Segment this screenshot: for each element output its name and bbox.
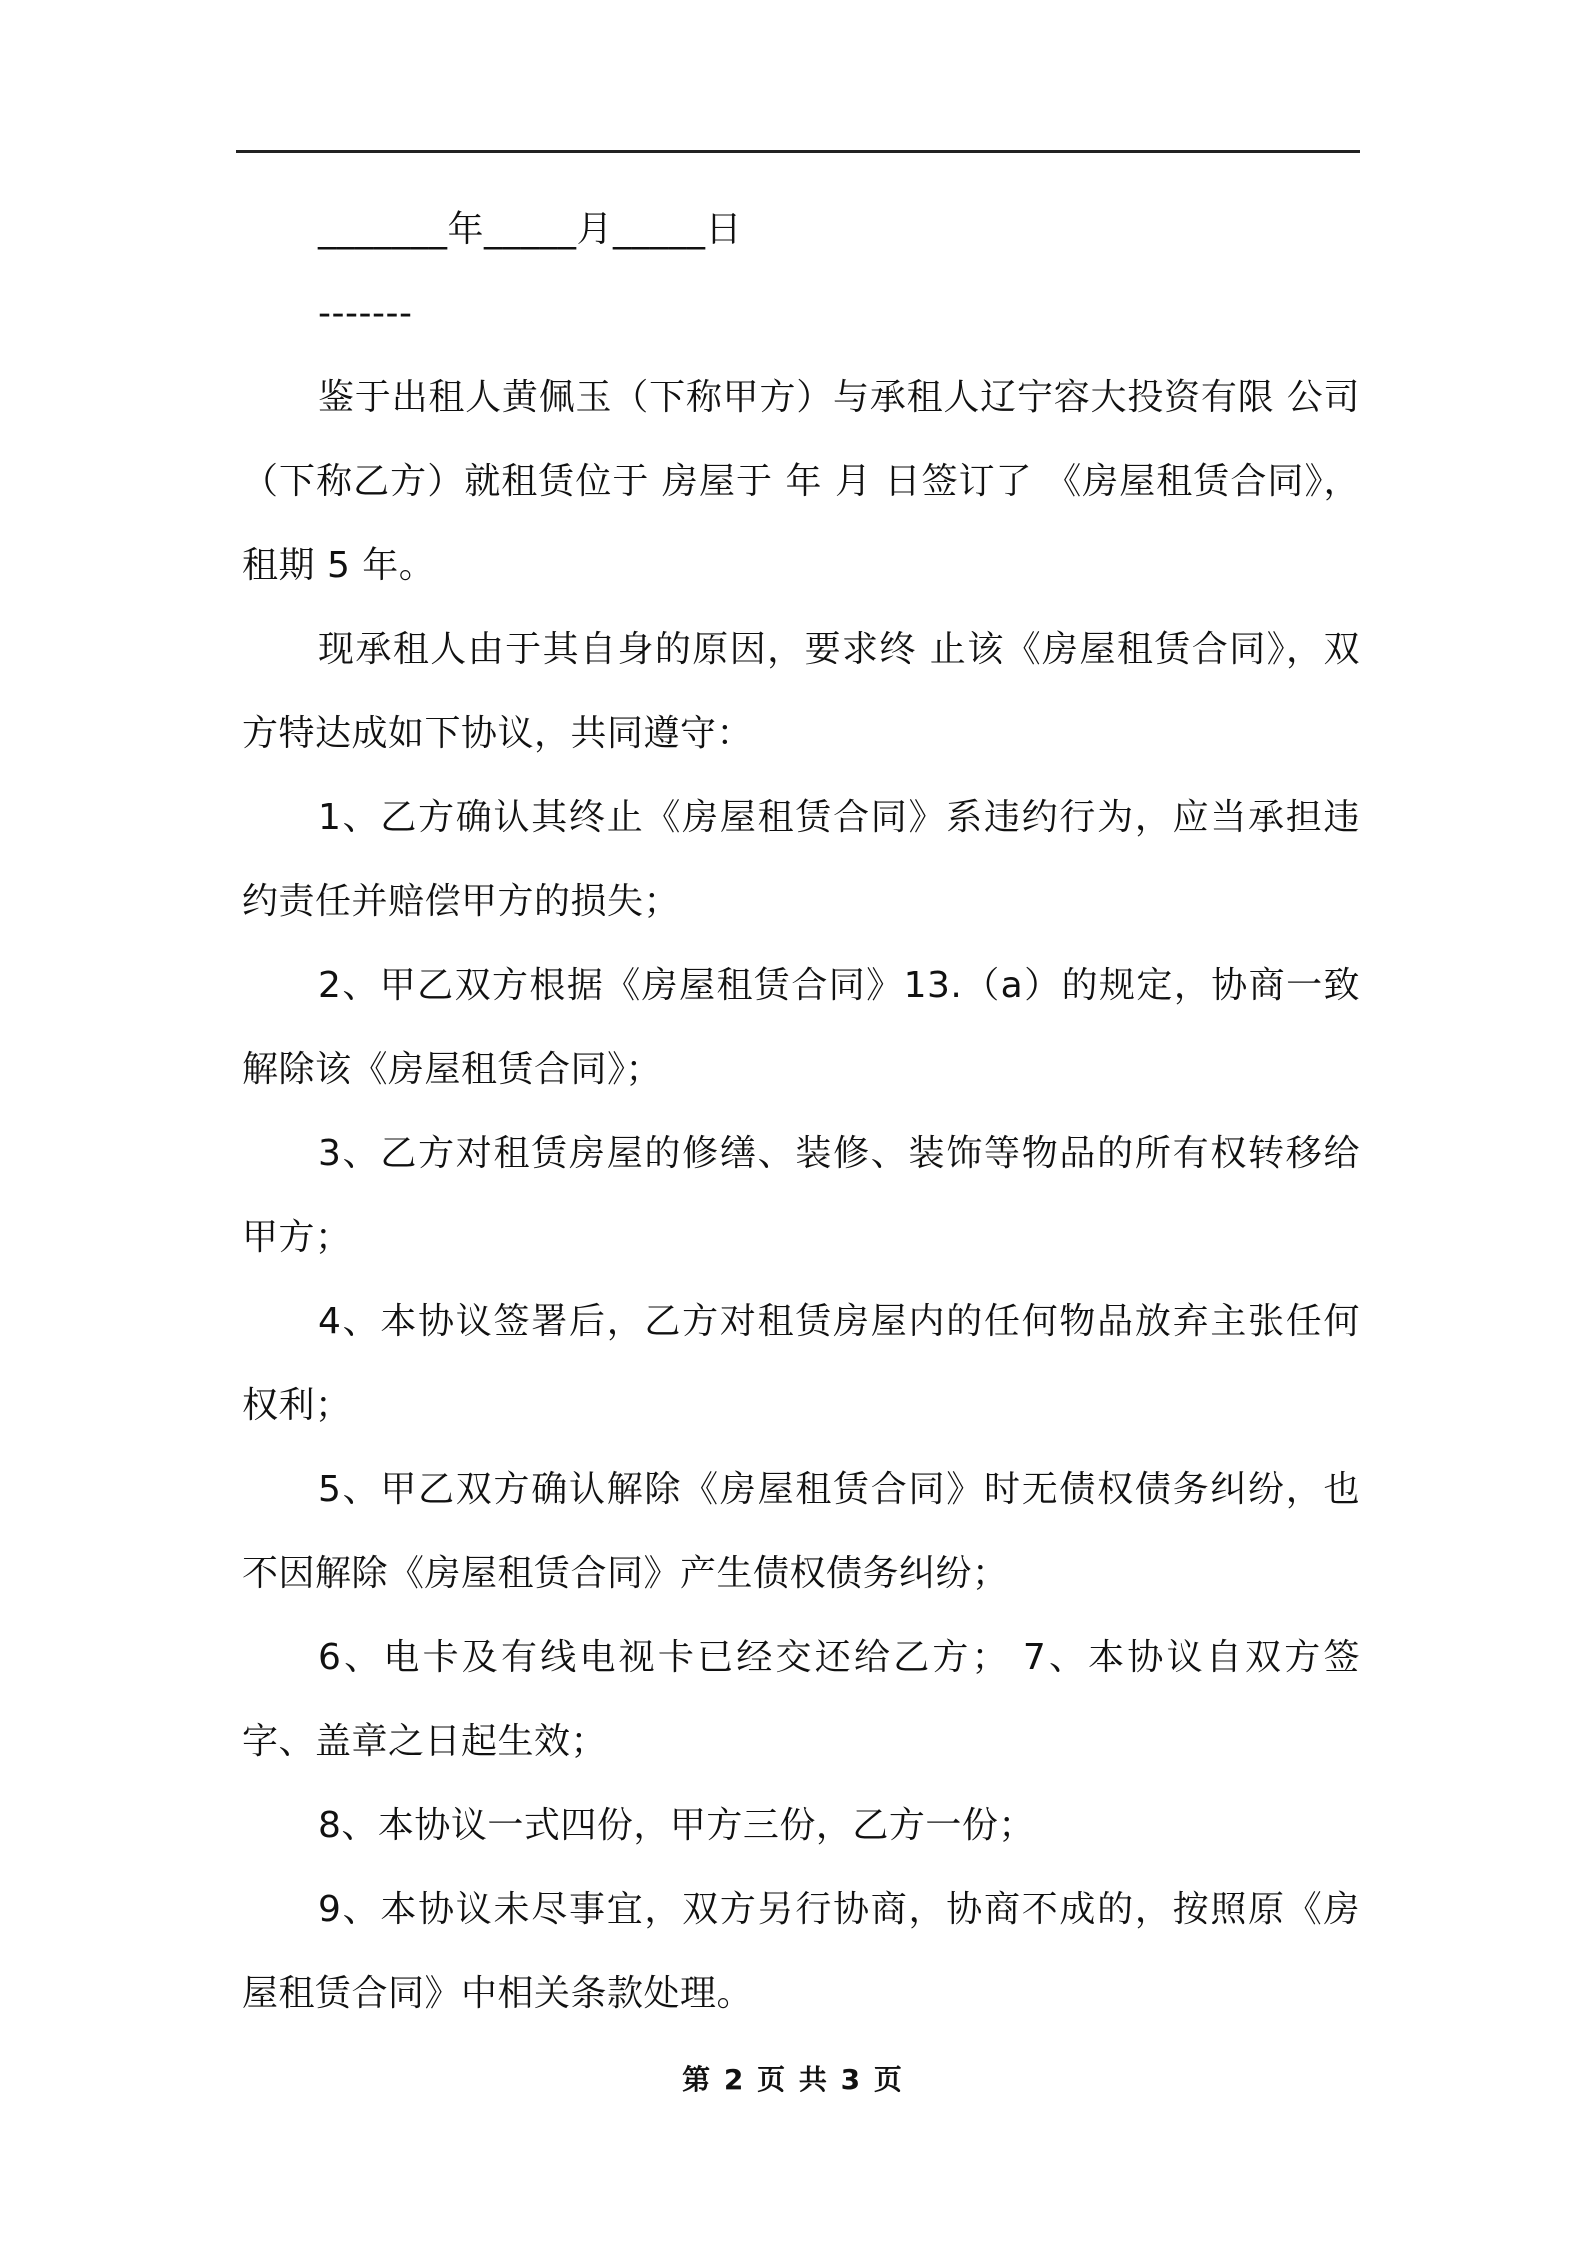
clause-5: 5、甲乙双方确认解除《房屋租赁合同》时无债权债务纠纷，也 不因解除《房屋租赁合同》产生债权债务纠纷； (242, 1469, 1360, 1594)
clause-3: 3、乙方对租赁房屋的修缮、装修、装饰等物品的所有权转移给 甲方； (242, 1133, 1360, 1258)
clause-4: 4、本协议签署后，乙方对租赁房屋内的任何物品放弃主张任何权利； (242, 1301, 1360, 1426)
page-number: 第 2 页 共 3 页 (682, 2063, 904, 2096)
header-rule (236, 150, 1360, 153)
document-body (242, 188, 1360, 2036)
date-line: _______年_____月_____日 (318, 209, 742, 250)
dash-separator: ------- (318, 293, 413, 334)
intent-paragraph: 现承租人由于其自身的原因，要求终 止该《房屋租赁合同》，双方特达成如下协议，共同遵守： (242, 629, 1360, 754)
clause-1: 1、乙方确认其终止《房屋租赁合同》系违约行为，应当承担违 约责任并赔偿甲方的损失； (242, 797, 1360, 922)
clause-8: 8、本协议一式四份，甲方三份，乙方一份； (318, 1805, 1035, 1846)
clause-6-7: 6、电卡及有线电视卡已经交还给乙方； 7、本协议自双方签字、盖章之日起生效； (242, 1637, 1360, 1762)
preamble-paragraph: 鉴于出租人黄佩玉（下称甲方）与承租人辽宁容大投资有限 公司（下称乙方）就租赁位于 房屋于 年 月 日签订了 《房屋租赁合同》，租期 5 年。 (242, 377, 1360, 586)
clause-9: 9、本协议未尽事宜，双方另行协商，协商不成的，按照原《房 屋租赁合同》中相关条款处理。 (242, 1889, 1360, 2014)
clause-2: 2、甲乙双方根据《房屋租赁合同》13.（a）的规定，协商一致 解除该《房屋租赁合同》； (242, 965, 1360, 1090)
